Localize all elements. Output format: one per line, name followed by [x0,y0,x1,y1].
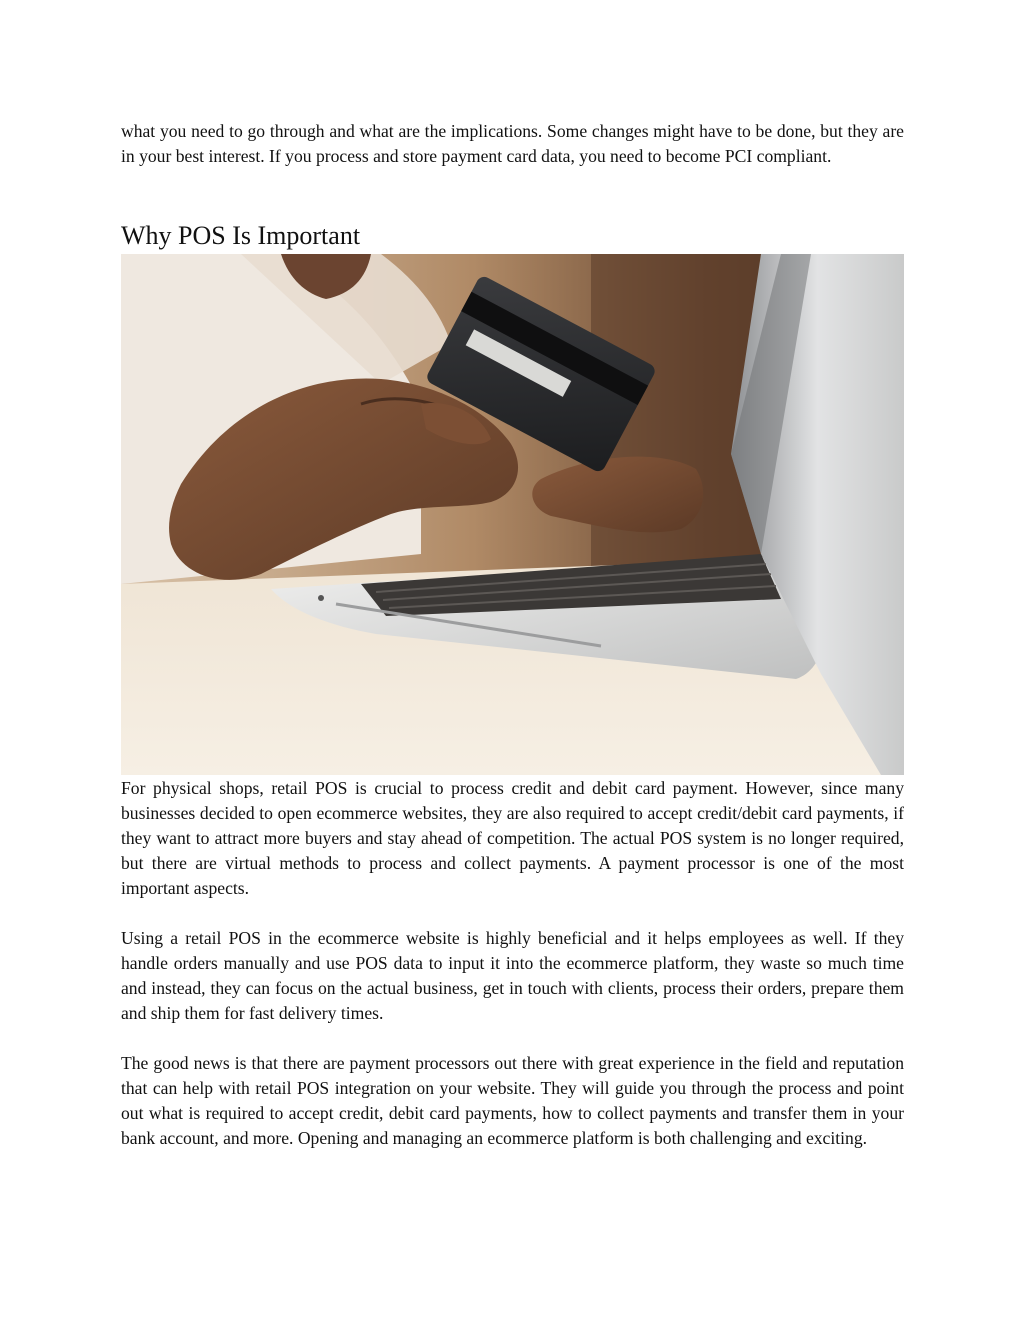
paragraph-payment-processors: The good news is that there are payment processors out there with great experience in the field and reputation that can help with retail POS integration on your website. They will guide you through the process and point out what is required to accept credit, debit card payments, how to collect payments and transfer them in your bank account, and more. Opening and managing an ecommerce platform is both challenging and exciting. [121,1053,904,1148]
paragraph-physical-shops: For physical shops, retail POS is crucial to process credit and debit card payment. However, since many businesses decided to open ecommerce websites, they are also required to accept credit/debit card payments, if they want to attract more buyers and stay ahead of competition. The actual POS system is no longer required, but there are virtual methods to process and collect payments. A payment processor is one of the most important aspects. [121,778,904,898]
photo-person-credit-card-laptop [121,254,904,775]
document-page [121,119,904,1148]
photo-illustration [121,254,904,775]
intro-paragraph: what you need to go through and what are the implications. Some changes might have to be done, but they are in your best interest. If you process and store payment card data, you need to become PCI compliant. [121,121,904,166]
section-heading: Why POS Is Important [121,221,361,250]
paragraph-retail-pos-benefits: Using a retail POS in the ecommerce website is highly beneficial and it helps employees as well. If they handle orders manually and use POS data to input it into the ecommerce platform, they waste so much time and instead, they can focus on the actual business, get in touch with clients, process their orders, prepare them and ship them for fast delivery times. [121,928,904,1023]
body-text [121,776,904,1151]
